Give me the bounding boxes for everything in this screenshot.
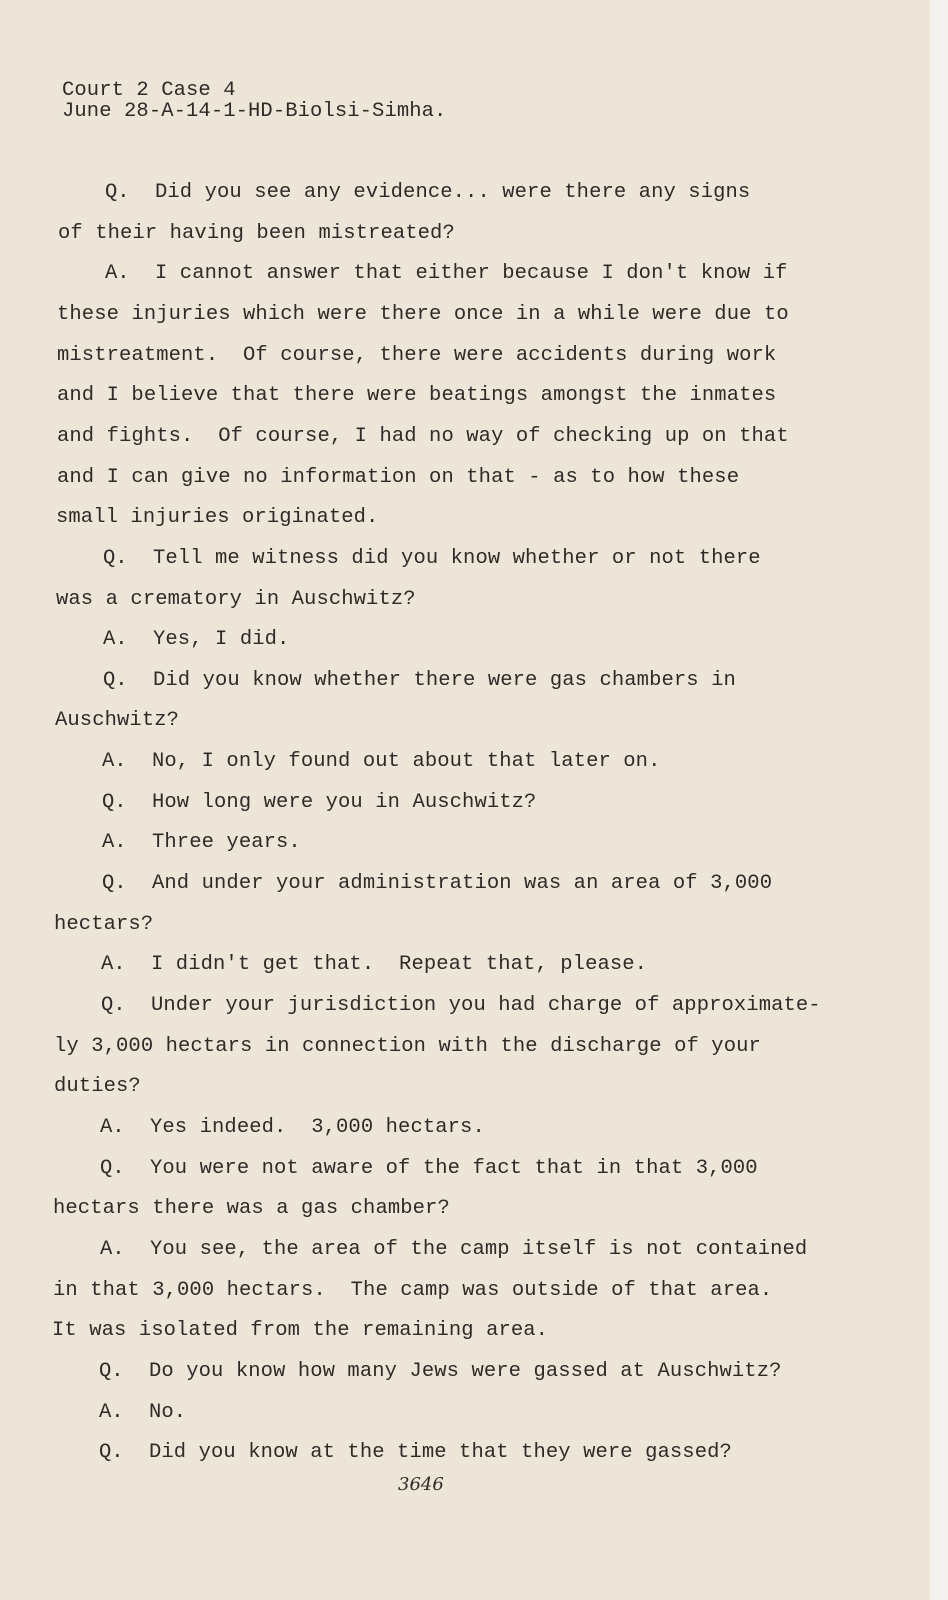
- question-text-line: Did you know at the time that they were gassed?: [149, 1441, 732, 1465]
- page-edge: [930, 0, 948, 1600]
- question-label: Q.: [105, 181, 130, 204]
- answer-text-line: It was isolated from the remaining area.: [52, 1319, 549, 1343]
- question-text-line: ly 3,000 hectars in connection with the discharge of your: [54, 1034, 761, 1058]
- answer-text-line: small injuries originated.: [56, 506, 379, 530]
- answer-text-line: Yes, I did.: [153, 628, 290, 652]
- answer-label: A.: [102, 750, 127, 774]
- answer-text-line: I didn't get that. Repeat that, please.: [151, 953, 648, 977]
- question-text-line: was a crematory in Auschwitz?: [56, 587, 416, 611]
- answer-text-line: and I believe that there were beatings amongst the inmates: [57, 384, 777, 408]
- answer-label: A.: [103, 628, 128, 652]
- question-text-line: duties?: [54, 1075, 141, 1099]
- question-text-line: Tell me witness did you know whether or not there: [153, 546, 761, 570]
- question-label: Q.: [103, 546, 128, 570]
- question-text-line: hectars there was a gas chamber?: [53, 1197, 450, 1221]
- question-label: Q.: [103, 668, 128, 692]
- answer-text-line: I cannot answer that either because I don't know if: [155, 262, 788, 286]
- question-text-line: And under your administration was an area of 3,000: [152, 872, 773, 896]
- answer-text-line: No, I only found out about that later on.: [152, 750, 661, 774]
- answer-text-line: Yes indeed. 3,000 hectars.: [150, 1115, 485, 1139]
- question-label: Q.: [101, 994, 126, 1017]
- question-label: Q.: [99, 1441, 124, 1465]
- question-text-line: Under your jurisdiction you had charge of approximate-: [151, 994, 821, 1017]
- answer-text-line: mistreatment. Of course, there were accidents during work: [57, 343, 777, 367]
- answer-text-line: in that 3,000 hectars. The camp was outside of that area.: [53, 1278, 773, 1302]
- answer-text-line: these injuries which were there once in a while were due to: [57, 302, 789, 326]
- question-text-line: You were not aware of the fact that in that 3,000: [150, 1156, 758, 1180]
- question-label: Q.: [102, 872, 127, 896]
- answer-label: A.: [102, 831, 127, 855]
- header-session-id: June 28-A-14-1-HD-Biolsi-Simha.: [62, 100, 447, 123]
- answer-text-line: No.: [149, 1400, 187, 1424]
- question-text-line: Auschwitz?: [55, 709, 180, 733]
- question-text-line: hectars?: [54, 912, 154, 936]
- question-text-line: Do you know how many Jews were gassed at Auschwitz?: [149, 1359, 782, 1383]
- page-number: 3646: [398, 1474, 444, 1495]
- question-text-line: Did you know whether there were gas chambers in: [153, 668, 736, 692]
- question-text-line: Did you see any evidence... were there any signs: [155, 181, 751, 204]
- answer-text-line: and fights. Of course, I had no way of checking up on that: [57, 424, 789, 448]
- question-text-line: How long were you in Auschwitz?: [152, 790, 537, 814]
- answer-text-line: and I can give no information on that - as to how these: [57, 465, 740, 489]
- answer-label: A.: [101, 953, 126, 977]
- answer-text-line: Three years.: [152, 831, 301, 855]
- answer-label: A.: [100, 1237, 125, 1261]
- question-label: Q.: [99, 1359, 124, 1383]
- answer-label: A.: [99, 1400, 124, 1424]
- question-label: Q.: [100, 1156, 125, 1180]
- answer-label: A.: [100, 1115, 125, 1139]
- answer-text-line: You see, the area of the camp itself is not contained: [150, 1237, 808, 1261]
- answer-label: A.: [105, 262, 130, 286]
- question-text-line: of their having been mistreated?: [58, 221, 455, 245]
- header-court-case: Court 2 Case 4: [62, 79, 236, 102]
- question-label: Q.: [102, 790, 127, 814]
